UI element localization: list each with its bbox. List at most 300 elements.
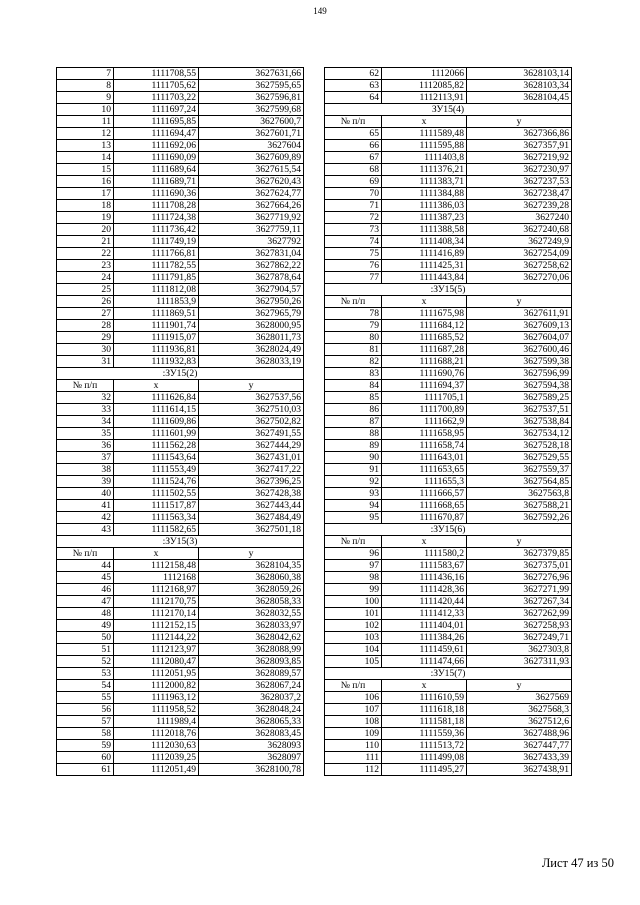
point-number-cell: 101 — [325, 608, 382, 620]
table-row — [325, 632, 572, 644]
y-coordinate-cell: 3628037,2 — [199, 692, 304, 704]
x-coordinate-cell: 1111869,51 — [114, 308, 199, 320]
point-number-cell: 32 — [57, 392, 114, 404]
point-number-cell: 37 — [57, 452, 114, 464]
table-row — [57, 764, 304, 776]
table-row — [57, 92, 304, 104]
x-coordinate-cell: 1112170,14 — [114, 608, 199, 620]
y-coordinate-cell: 3627564,85 — [467, 476, 572, 488]
table-row — [325, 704, 572, 716]
table-row — [57, 164, 304, 176]
table-row — [325, 344, 572, 356]
table-row — [57, 296, 304, 308]
table-row — [57, 716, 304, 728]
y-coordinate-cell: 3627624,77 — [199, 188, 304, 200]
x-coordinate-cell: 1111562,28 — [114, 440, 199, 452]
point-number-cell: 54 — [57, 680, 114, 692]
column-header-y: y — [467, 680, 572, 692]
y-coordinate-cell: 3627604,07 — [467, 332, 572, 344]
table-row — [57, 104, 304, 116]
section-title-row — [325, 284, 572, 296]
y-coordinate-cell: 3627528,18 — [467, 440, 572, 452]
section-title: :ЗУ15(6) — [325, 524, 572, 536]
section-title-row — [325, 524, 572, 536]
x-coordinate-cell: 1111653,65 — [382, 464, 467, 476]
x-coordinate-cell: 1111687,28 — [382, 344, 467, 356]
x-coordinate-cell: 1111766,81 — [114, 248, 199, 260]
table-row — [57, 440, 304, 452]
y-coordinate-cell: 3627862,22 — [199, 260, 304, 272]
table-row — [57, 668, 304, 680]
y-coordinate-cell: 3628083,45 — [199, 728, 304, 740]
x-coordinate-cell: 1112030,63 — [114, 740, 199, 752]
y-coordinate-cell: 3627609,89 — [199, 152, 304, 164]
column-header-number: № п/п — [325, 536, 382, 548]
x-coordinate-cell: 1111685,52 — [382, 332, 467, 344]
table-row — [325, 308, 572, 320]
table-row — [325, 188, 572, 200]
y-coordinate-cell: 3627276,96 — [467, 572, 572, 584]
y-coordinate-cell: 3628033,19 — [199, 356, 304, 368]
table-row — [57, 692, 304, 704]
column-header-number: № п/п — [57, 380, 114, 392]
table-row — [325, 272, 572, 284]
y-coordinate-cell: 3627534,12 — [467, 428, 572, 440]
x-coordinate-cell: 1112113,91 — [382, 92, 467, 104]
table-row — [325, 692, 572, 704]
table-row — [57, 680, 304, 692]
y-coordinate-cell: 3627759,11 — [199, 224, 304, 236]
table-row — [325, 440, 572, 452]
point-number-cell: 84 — [325, 380, 382, 392]
x-coordinate-cell: 1111791,85 — [114, 272, 199, 284]
x-coordinate-cell: 1111694,47 — [114, 128, 199, 140]
table-row — [325, 716, 572, 728]
point-number-cell: 10 — [57, 104, 114, 116]
table-row — [325, 428, 572, 440]
table-row — [57, 452, 304, 464]
y-coordinate-cell: 3627594,38 — [467, 380, 572, 392]
table-row — [325, 452, 572, 464]
point-number-cell: 55 — [57, 692, 114, 704]
y-coordinate-cell: 3627599,68 — [199, 104, 304, 116]
point-number-cell: 46 — [57, 584, 114, 596]
y-coordinate-cell: 3627303,8 — [467, 644, 572, 656]
x-coordinate-cell: 1111383,71 — [382, 176, 467, 188]
y-coordinate-cell: 3628103,34 — [467, 80, 572, 92]
point-number-cell: 35 — [57, 428, 114, 440]
table-row — [57, 140, 304, 152]
y-coordinate-cell: 3628067,24 — [199, 680, 304, 692]
x-coordinate-cell: 1111697,24 — [114, 104, 199, 116]
x-coordinate-cell: 1111474,66 — [382, 656, 467, 668]
point-number-cell: 107 — [325, 704, 382, 716]
y-coordinate-cell: 3627239,28 — [467, 200, 572, 212]
point-number-cell: 96 — [325, 548, 382, 560]
table-row — [57, 272, 304, 284]
y-coordinate-cell: 3627596,99 — [467, 368, 572, 380]
y-coordinate-cell: 3627433,39 — [467, 752, 572, 764]
table-row — [325, 176, 572, 188]
y-coordinate-cell: 3627379,85 — [467, 548, 572, 560]
point-number-cell: 45 — [57, 572, 114, 584]
y-coordinate-cell: 3628088,99 — [199, 644, 304, 656]
x-coordinate-cell: 1111655,3 — [382, 476, 467, 488]
point-number-cell: 104 — [325, 644, 382, 656]
y-coordinate-cell: 3627878,64 — [199, 272, 304, 284]
table-row — [325, 584, 572, 596]
table-row — [325, 260, 572, 272]
x-coordinate-cell: 1111524,76 — [114, 476, 199, 488]
point-number-cell: 13 — [57, 140, 114, 152]
y-coordinate-cell: 3628032,55 — [199, 608, 304, 620]
table-row — [325, 320, 572, 332]
point-number-cell: 82 — [325, 356, 382, 368]
point-number-cell: 64 — [325, 92, 382, 104]
x-coordinate-cell: 1112085,82 — [382, 80, 467, 92]
point-number-cell: 60 — [57, 752, 114, 764]
table-row — [57, 476, 304, 488]
x-coordinate-cell: 1111499,08 — [382, 752, 467, 764]
x-coordinate-cell: 1111403,8 — [382, 152, 467, 164]
x-coordinate-cell: 1111502,55 — [114, 488, 199, 500]
table-row — [325, 476, 572, 488]
point-number-cell: 41 — [57, 500, 114, 512]
x-coordinate-cell: 1111684,12 — [382, 320, 467, 332]
point-number-cell: 9 — [57, 92, 114, 104]
column-header-number: № п/п — [325, 296, 382, 308]
y-coordinate-cell: 3627831,04 — [199, 248, 304, 260]
y-coordinate-cell: 3627219,92 — [467, 152, 572, 164]
x-coordinate-cell: 1111675,98 — [382, 308, 467, 320]
coordinates-table-left — [56, 67, 304, 776]
y-coordinate-cell: 3627792 — [199, 236, 304, 248]
x-coordinate-cell: 1111695,85 — [114, 116, 199, 128]
x-coordinate-cell: 1111958,52 — [114, 704, 199, 716]
point-number-cell: 94 — [325, 500, 382, 512]
table-row — [325, 596, 572, 608]
y-coordinate-cell: 3627615,54 — [199, 164, 304, 176]
point-number-cell: 57 — [57, 716, 114, 728]
x-coordinate-cell: 1111595,88 — [382, 140, 467, 152]
point-number-cell: 80 — [325, 332, 382, 344]
table-row — [57, 752, 304, 764]
x-coordinate-cell: 1111388,58 — [382, 224, 467, 236]
y-coordinate-cell: 3628011,73 — [199, 332, 304, 344]
column-header-x: x — [382, 536, 467, 548]
x-coordinate-cell: 1111408,34 — [382, 236, 467, 248]
y-coordinate-cell: 3627488,96 — [467, 728, 572, 740]
point-number-cell: 95 — [325, 512, 382, 524]
point-number-cell: 71 — [325, 200, 382, 212]
point-number-cell: 100 — [325, 596, 382, 608]
y-coordinate-cell: 3627568,3 — [467, 704, 572, 716]
y-coordinate-cell: 3627592,26 — [467, 512, 572, 524]
y-coordinate-cell: 3628093,85 — [199, 656, 304, 668]
y-coordinate-cell: 3627431,01 — [199, 452, 304, 464]
y-coordinate-cell: 3627502,82 — [199, 416, 304, 428]
table-row — [57, 644, 304, 656]
x-coordinate-cell: 1111705,62 — [114, 80, 199, 92]
table-row — [57, 116, 304, 128]
point-number-cell: 19 — [57, 212, 114, 224]
x-coordinate-cell: 1111582,65 — [114, 524, 199, 536]
x-coordinate-cell: 1111553,49 — [114, 464, 199, 476]
point-number-cell: 18 — [57, 200, 114, 212]
x-coordinate-cell: 1112144,22 — [114, 632, 199, 644]
x-coordinate-cell: 1111690,76 — [382, 368, 467, 380]
x-coordinate-cell: 1112051,95 — [114, 668, 199, 680]
section-title-row — [57, 536, 304, 548]
point-number-cell: 86 — [325, 404, 382, 416]
sheet-footer: Лист 47 из 50 — [541, 856, 614, 870]
x-coordinate-cell: 1111404,01 — [382, 620, 467, 632]
point-number-cell: 103 — [325, 632, 382, 644]
point-number-cell: 79 — [325, 320, 382, 332]
y-coordinate-cell: 3627510,03 — [199, 404, 304, 416]
table-row — [325, 392, 572, 404]
x-coordinate-cell: 1111425,31 — [382, 260, 467, 272]
y-coordinate-cell: 3627631,66 — [199, 68, 304, 80]
table-row — [57, 284, 304, 296]
y-coordinate-cell: 3627270,06 — [467, 272, 572, 284]
point-number-cell: 70 — [325, 188, 382, 200]
y-coordinate-cell: 3627249,9 — [467, 236, 572, 248]
point-number-cell: 105 — [325, 656, 382, 668]
column-header-y: y — [467, 296, 572, 308]
table-row — [325, 236, 572, 248]
point-number-cell: 112 — [325, 764, 382, 776]
table-row — [325, 68, 572, 80]
column-header-x: x — [382, 680, 467, 692]
y-coordinate-cell: 3628059,26 — [199, 584, 304, 596]
table-row — [57, 320, 304, 332]
table-row — [325, 464, 572, 476]
table-row — [57, 584, 304, 596]
section-title-row — [57, 368, 304, 380]
point-number-cell: 27 — [57, 308, 114, 320]
point-number-cell: 66 — [325, 140, 382, 152]
table-row — [57, 236, 304, 248]
point-number-cell: 15 — [57, 164, 114, 176]
table-row — [325, 620, 572, 632]
y-coordinate-cell: 3627240 — [467, 212, 572, 224]
point-number-cell: 48 — [57, 608, 114, 620]
y-coordinate-cell: 3628104,35 — [199, 560, 304, 572]
table-row — [57, 464, 304, 476]
x-coordinate-cell: 1111708,55 — [114, 68, 199, 80]
x-coordinate-cell: 1111384,26 — [382, 632, 467, 644]
table-row — [57, 620, 304, 632]
x-coordinate-cell: 1111412,33 — [382, 608, 467, 620]
y-coordinate-cell: 3628104,45 — [467, 92, 572, 104]
table-row — [57, 704, 304, 716]
table-row — [325, 92, 572, 104]
x-coordinate-cell: 1111626,84 — [114, 392, 199, 404]
coordinates-table-right — [324, 67, 572, 776]
section-title: :ЗУ15(3) — [57, 536, 304, 548]
page-number: 149 — [313, 6, 327, 16]
table-row — [57, 728, 304, 740]
point-number-cell: 21 — [57, 236, 114, 248]
y-coordinate-cell: 3628033,97 — [199, 620, 304, 632]
y-coordinate-cell: 3627529,55 — [467, 452, 572, 464]
table-row — [57, 404, 304, 416]
point-number-cell: 38 — [57, 464, 114, 476]
table-row — [57, 512, 304, 524]
x-coordinate-cell: 1111643,01 — [382, 452, 467, 464]
y-coordinate-cell: 3627611,91 — [467, 308, 572, 320]
y-coordinate-cell: 3628048,24 — [199, 704, 304, 716]
point-number-cell: 85 — [325, 392, 382, 404]
y-coordinate-cell: 3627538,84 — [467, 416, 572, 428]
y-coordinate-cell: 3627366,86 — [467, 128, 572, 140]
column-header-row — [325, 116, 572, 128]
x-coordinate-cell: 1111581,18 — [382, 716, 467, 728]
y-coordinate-cell: 3627443,44 — [199, 500, 304, 512]
table-row — [57, 416, 304, 428]
x-coordinate-cell: 1111459,61 — [382, 644, 467, 656]
table-row — [57, 560, 304, 572]
y-coordinate-cell: 3627311,93 — [467, 656, 572, 668]
y-coordinate-cell: 3627230,97 — [467, 164, 572, 176]
point-number-cell: 20 — [57, 224, 114, 236]
y-coordinate-cell: 3627357,91 — [467, 140, 572, 152]
point-number-cell: 63 — [325, 80, 382, 92]
section-title-row — [325, 668, 572, 680]
x-coordinate-cell: 1112039,25 — [114, 752, 199, 764]
table-row — [57, 224, 304, 236]
x-coordinate-cell: 1111736,42 — [114, 224, 199, 236]
x-coordinate-cell: 1111670,87 — [382, 512, 467, 524]
section-title-row — [325, 104, 572, 116]
table-row — [57, 740, 304, 752]
table-row — [325, 644, 572, 656]
x-coordinate-cell: 1111901,74 — [114, 320, 199, 332]
x-coordinate-cell: 1112152,15 — [114, 620, 199, 632]
x-coordinate-cell: 1112170,75 — [114, 596, 199, 608]
table-row — [325, 656, 572, 668]
y-coordinate-cell: 3627609,13 — [467, 320, 572, 332]
table-row — [57, 260, 304, 272]
point-number-cell: 22 — [57, 248, 114, 260]
point-number-cell: 97 — [325, 560, 382, 572]
x-coordinate-cell: 1111932,83 — [114, 356, 199, 368]
y-coordinate-cell: 3628060,38 — [199, 572, 304, 584]
x-coordinate-cell: 1111513,72 — [382, 740, 467, 752]
column-header-x: x — [114, 380, 199, 392]
y-coordinate-cell: 3627559,37 — [467, 464, 572, 476]
x-coordinate-cell: 1111703,22 — [114, 92, 199, 104]
table-row — [325, 380, 572, 392]
x-coordinate-cell: 1112168 — [114, 572, 199, 584]
x-coordinate-cell: 1111690,09 — [114, 152, 199, 164]
y-coordinate-cell: 3627620,43 — [199, 176, 304, 188]
y-coordinate-cell: 3628058,33 — [199, 596, 304, 608]
point-number-cell: 102 — [325, 620, 382, 632]
x-coordinate-cell: 1111700,89 — [382, 404, 467, 416]
point-number-cell: 23 — [57, 260, 114, 272]
table-row — [325, 548, 572, 560]
point-number-cell: 91 — [325, 464, 382, 476]
table-row — [57, 68, 304, 80]
point-number-cell: 109 — [325, 728, 382, 740]
y-coordinate-cell: 3627501,18 — [199, 524, 304, 536]
table-row — [57, 596, 304, 608]
point-number-cell: 42 — [57, 512, 114, 524]
point-number-cell: 58 — [57, 728, 114, 740]
point-number-cell: 56 — [57, 704, 114, 716]
x-coordinate-cell: 1111583,67 — [382, 560, 467, 572]
table-row — [325, 764, 572, 776]
x-coordinate-cell: 1112123,97 — [114, 644, 199, 656]
point-number-cell: 67 — [325, 152, 382, 164]
y-coordinate-cell: 3628089,57 — [199, 668, 304, 680]
x-coordinate-cell: 1111658,74 — [382, 440, 467, 452]
table-row — [57, 500, 304, 512]
y-coordinate-cell: 3628093 — [199, 740, 304, 752]
table-row — [325, 488, 572, 500]
point-number-cell: 75 — [325, 248, 382, 260]
column-header-row — [325, 680, 572, 692]
point-number-cell: 34 — [57, 416, 114, 428]
x-coordinate-cell: 1111694,37 — [382, 380, 467, 392]
table-row — [57, 308, 304, 320]
point-number-cell: 77 — [325, 272, 382, 284]
point-number-cell: 16 — [57, 176, 114, 188]
x-coordinate-cell: 1111517,87 — [114, 500, 199, 512]
x-coordinate-cell: 1111416,89 — [382, 248, 467, 260]
x-coordinate-cell: 1111708,28 — [114, 200, 199, 212]
x-coordinate-cell: 1111666,57 — [382, 488, 467, 500]
point-number-cell: 25 — [57, 284, 114, 296]
y-coordinate-cell: 3627240,68 — [467, 224, 572, 236]
x-coordinate-cell: 1111376,21 — [382, 164, 467, 176]
section-title: :ЗУ15(5) — [325, 284, 572, 296]
point-number-cell: 47 — [57, 596, 114, 608]
y-coordinate-cell: 3628065,33 — [199, 716, 304, 728]
y-coordinate-cell: 3627447,77 — [467, 740, 572, 752]
point-number-cell: 12 — [57, 128, 114, 140]
point-number-cell: 51 — [57, 644, 114, 656]
point-number-cell: 69 — [325, 176, 382, 188]
point-number-cell: 31 — [57, 356, 114, 368]
table-row — [57, 248, 304, 260]
column-header-row — [57, 548, 304, 560]
x-coordinate-cell: 1111563,34 — [114, 512, 199, 524]
y-coordinate-cell: 3627600,46 — [467, 344, 572, 356]
y-coordinate-cell: 3627601,71 — [199, 128, 304, 140]
x-coordinate-cell: 1111420,44 — [382, 596, 467, 608]
table-row — [57, 332, 304, 344]
y-coordinate-cell: 3627950,26 — [199, 296, 304, 308]
table-row — [325, 608, 572, 620]
x-coordinate-cell: 1111618,18 — [382, 704, 467, 716]
x-coordinate-cell: 1111580,2 — [382, 548, 467, 560]
point-number-cell: 40 — [57, 488, 114, 500]
x-coordinate-cell: 1111689,64 — [114, 164, 199, 176]
table-row — [325, 560, 572, 572]
x-coordinate-cell: 1111589,48 — [382, 128, 467, 140]
column-header-number: № п/п — [325, 116, 382, 128]
table-row — [57, 524, 304, 536]
column-header-row — [57, 380, 304, 392]
point-number-cell: 7 — [57, 68, 114, 80]
y-coordinate-cell: 3627965,79 — [199, 308, 304, 320]
table-row — [57, 200, 304, 212]
table-row — [325, 248, 572, 260]
x-coordinate-cell: 1111658,95 — [382, 428, 467, 440]
